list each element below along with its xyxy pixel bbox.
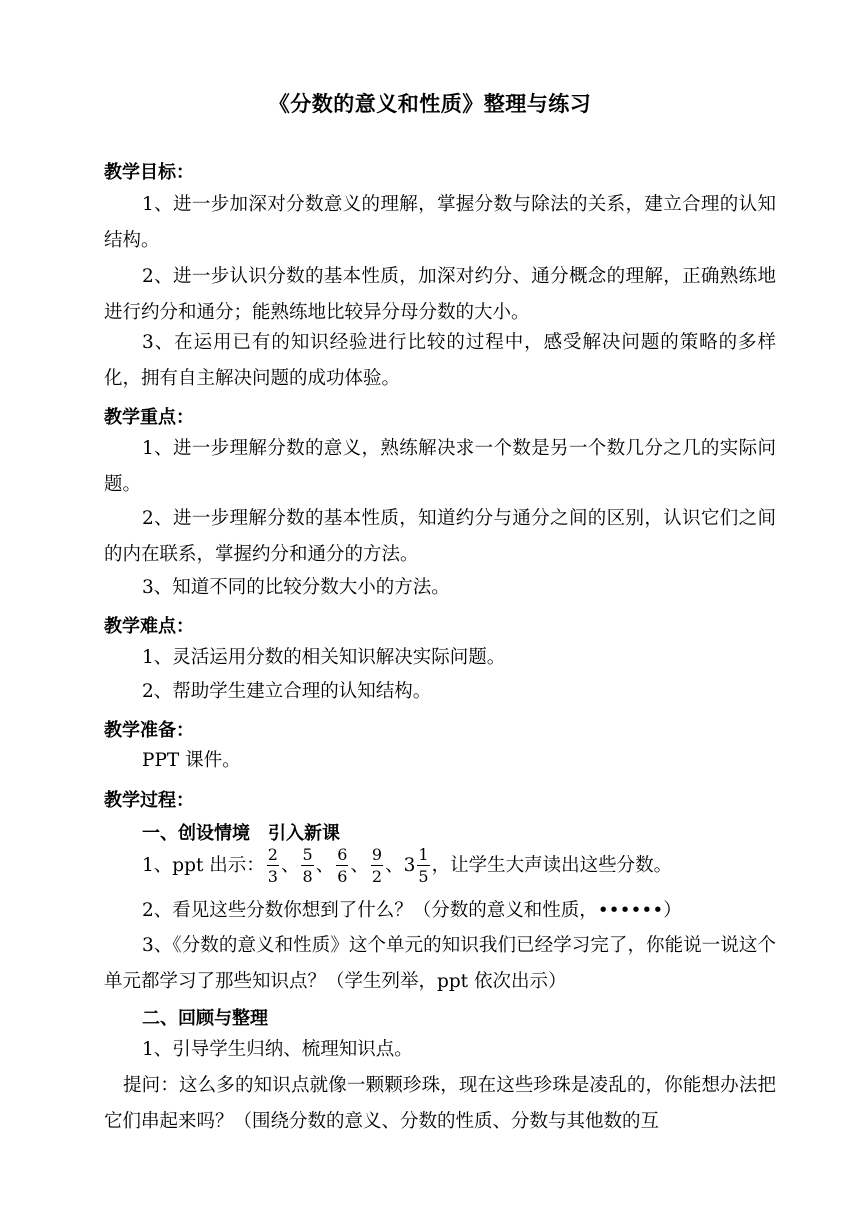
ppt-prefix: 1、ppt 出示：: [142, 855, 265, 876]
difficulties-heading: 教学难点：: [104, 616, 194, 637]
fraction-5-8: $\frac{5}{8}$: [302, 845, 313, 886]
preparation-heading: 教学准备：: [104, 720, 194, 741]
process-heading: 教学过程：: [104, 790, 194, 811]
section1-item-2: 2、看见这些分数你想到了什么？（分数的意义和性质，••••••）: [142, 900, 682, 921]
goal-item-3: 3、在运用已有的知识经验进行比较的过程中，感受解决问题的策略的多样化，拥有自主解决问题的成功体验。: [104, 332, 776, 389]
fraction-1-5: $\frac{1}{5}$: [418, 845, 429, 886]
fraction-2-3: $\frac{2}{3}$: [267, 845, 278, 886]
section1-item-3: 3、《分数的意义和性质》这个单元的知识我们已经学习完了，你能说一说这个单元都学习了那些知识点？（学生列举，ppt 依次出示）: [104, 935, 776, 992]
key-point-item-1: 1、进一步理解分数的意义，熟练解决求一个数是另一个数几分之几的实际问题。: [104, 438, 776, 495]
section2-item-1: 1、引导学生归纳、梳理知识点。: [142, 1039, 413, 1060]
goals-heading: 教学目标：: [104, 162, 194, 183]
goal-item-2: 2、进一步认识分数的基本性质，加深对约分、通分概念的理解，正确熟练地进行约分和通分；能熟练地比较异分母分数的大小。: [104, 266, 776, 323]
goal-item-1: 1、进一步加深对分数意义的理解，掌握分数与除法的关系，建立合理的认知结构。: [104, 194, 776, 251]
fraction-6-6: $\frac{6}{6}$: [337, 845, 348, 886]
document-title: 《分数的意义和性质》整理与练习: [268, 92, 592, 116]
preparation-text: PPT 课件。: [142, 750, 241, 771]
fraction-9-2: $\frac{9}{2}$: [371, 845, 383, 886]
ppt-fractions-line: 1、ppt 出示： $\frac{2}{3}$ 、 $\frac{5}{8}$ 、 $\frac{6}{6}$ 、 $\frac{9}{2}$ 、3 $\frac{1}{5}$ ，让学生大声读出这些分数。: [142, 845, 673, 886]
key-point-item-3: 3、知道不同的比较分数大小的方法。: [142, 577, 450, 598]
ppt-suffix: ，让学生大声读出这些分数。: [431, 855, 673, 876]
difficulty-item-2: 2、帮助学生建立合理的认知结构。: [142, 681, 432, 702]
section2-question: 提问：这么多的知识点就像一颗颗珍珠，现在这些珍珠是凌乱的，你能想办法把它们串起来吗？（围绕分数的意义、分数的性质、分数与其他数的互: [104, 1075, 776, 1132]
mixed-fraction-whole: 3: [403, 855, 416, 876]
section1-heading: 一、创设情境 引入新课: [142, 823, 340, 844]
section2-heading: 二、回顾与整理: [142, 1008, 268, 1029]
difficulty-item-1: 1、灵活运用分数的相关知识解决实际问题。: [142, 647, 506, 668]
key-point-item-2: 2、进一步理解分数的基本性质，知道约分与通分之间的区别，认识它们之间的内在联系，掌握约分和通分的方法。: [104, 508, 776, 565]
key-points-heading: 教学重点：: [104, 407, 194, 428]
